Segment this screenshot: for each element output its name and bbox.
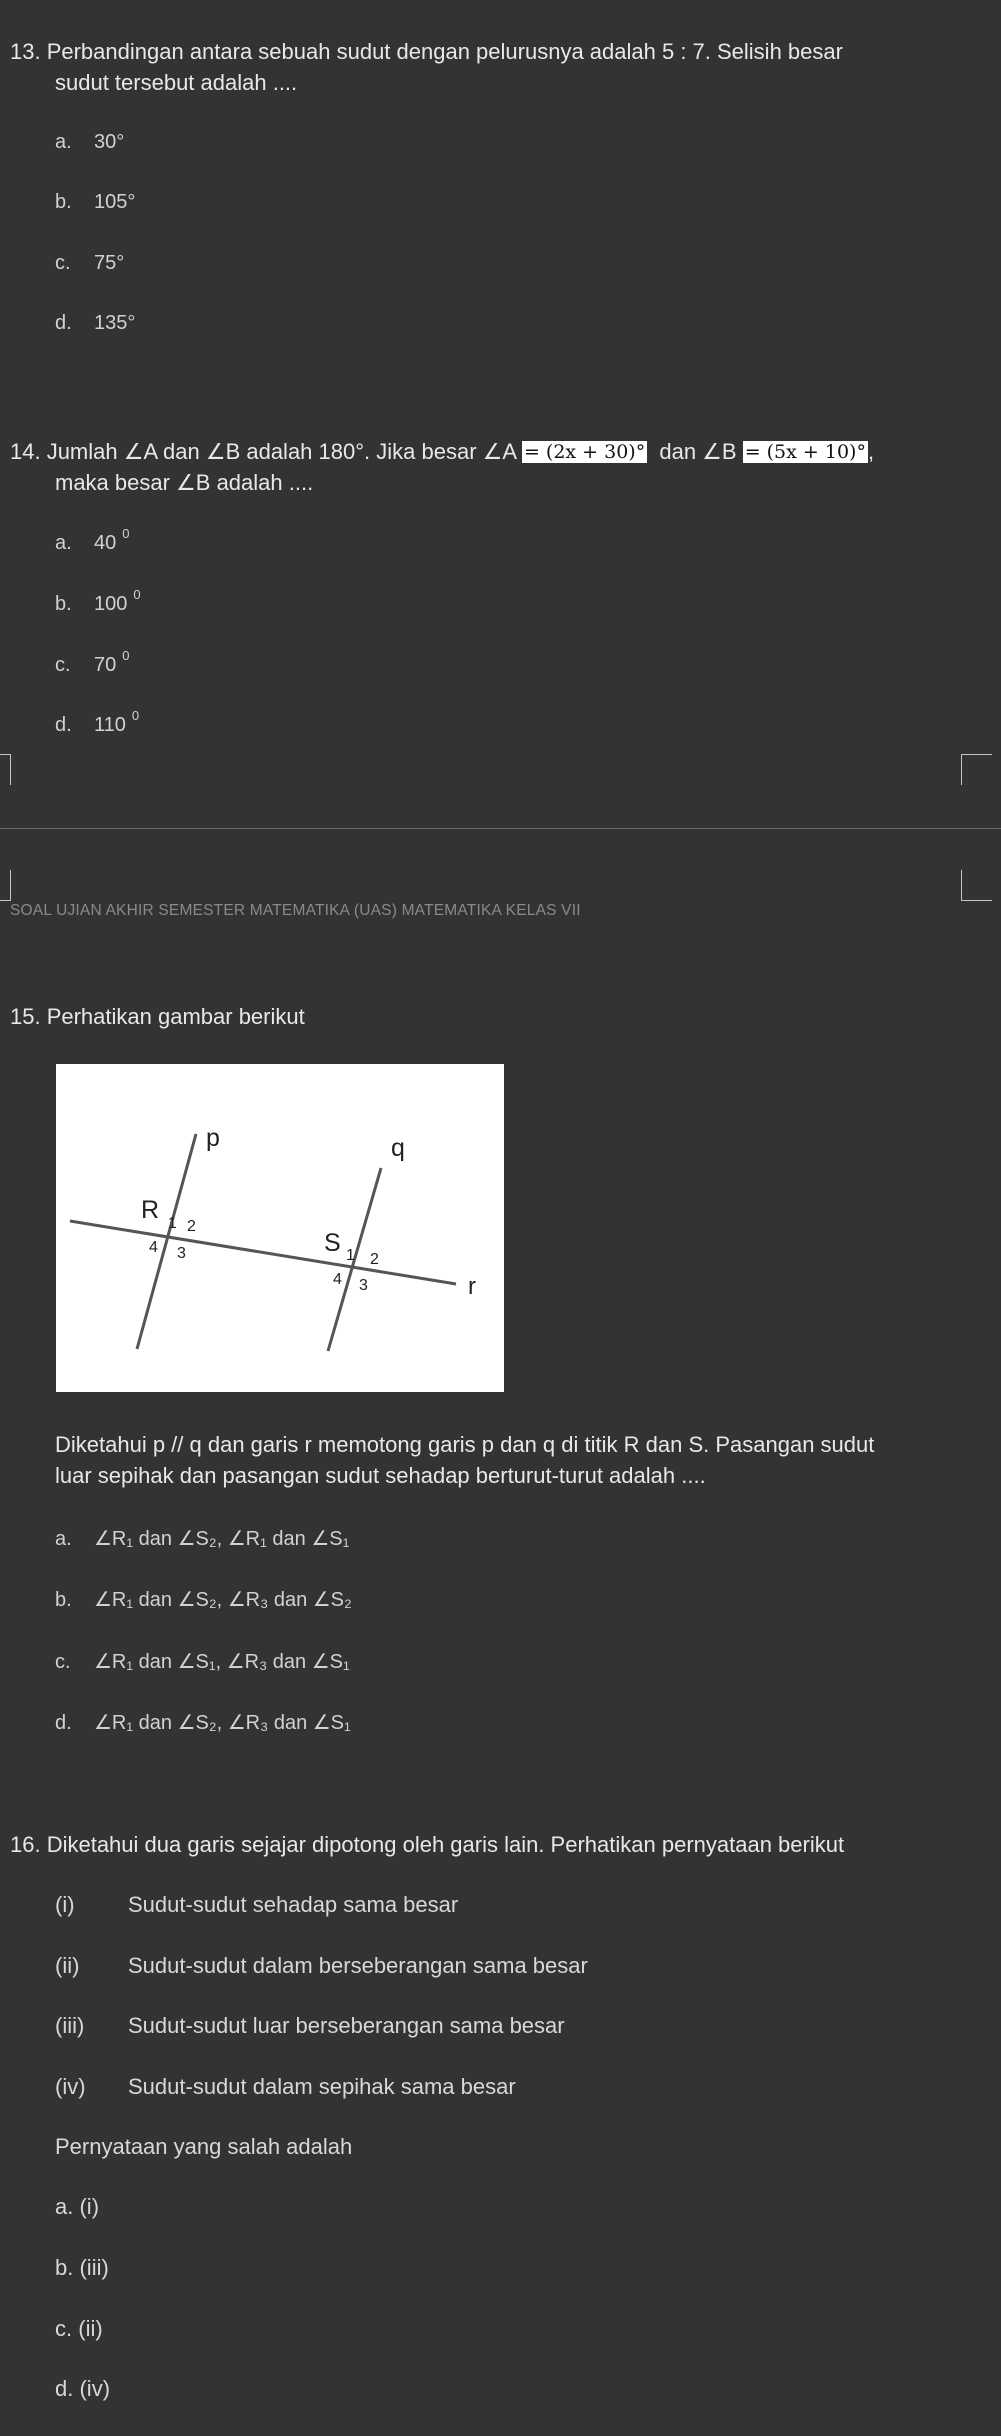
- page-corner-bottom-left: [0, 870, 11, 901]
- option-label: b.: [55, 2255, 74, 2280]
- q14-line1-tail: ,: [867, 439, 875, 464]
- q16-title: 16. Diketahui dua garis sejajar dipotong oleh garis lain. Perhatikan pernyataan berikut: [10, 1832, 845, 1857]
- page-corner-bottom-right: [961, 870, 992, 901]
- statement-number: (iv): [55, 2074, 86, 2099]
- statement-number: (ii): [55, 1953, 80, 1978]
- option-text: 40: [94, 532, 117, 554]
- q15-figure: [56, 1064, 504, 1392]
- option-text: ∠R₁ dan ∠S₂, ∠R₃ dan ∠S₁: [94, 1712, 351, 1734]
- q14-line1-mid: dan ∠B: [659, 439, 737, 464]
- option-text: (iv): [79, 2376, 111, 2401]
- option-text: ∠R₁ dan ∠S₁, ∠R₃ dan ∠S₁: [94, 1651, 350, 1673]
- option-text: (iii): [79, 2255, 109, 2280]
- option-degree-sup: 0: [122, 526, 130, 541]
- option-text: 70: [94, 654, 117, 676]
- q15-option-b[interactable]: [55, 1587, 352, 1612]
- label-S3: 3: [359, 1277, 368, 1294]
- line-r: [70, 1221, 456, 1284]
- q14-question: [10, 436, 874, 498]
- q16-prompt: Pernyataan yang salah adalah: [55, 2134, 353, 2159]
- q14-equation-b: = (5x + 10)°: [744, 441, 866, 463]
- q13-question: [10, 36, 843, 98]
- q13-option-c[interactable]: [55, 252, 124, 275]
- page-footer: SOAL UJIAN AKHIR SEMESTER MATEMATIKA (UAS) MATEMATIKA KELAS VII: [10, 902, 581, 919]
- option-text: 110: [94, 714, 126, 736]
- statement-number: (i): [55, 1892, 75, 1917]
- q16-option-c[interactable]: [55, 2313, 103, 2344]
- option-label: a.: [55, 1528, 72, 1550]
- q15-option-c[interactable]: [55, 1649, 350, 1674]
- page-corner-top-right: [961, 754, 992, 785]
- q15-line2: luar sepihak dan pasangan sudut sehadap berturut-turut adalah ....: [55, 1463, 706, 1488]
- label-R3: 3: [177, 1245, 186, 1262]
- option-text: 30°: [94, 131, 125, 153]
- label-S4: 4: [333, 1271, 342, 1288]
- statement-text: Sudut-sudut dalam berseberangan sama besar: [128, 1953, 588, 1978]
- q15-option-a[interactable]: [55, 1526, 349, 1551]
- q15-question: [55, 1429, 874, 1491]
- option-text: ∠R₁ dan ∠S₂, ∠R₁ dan ∠S₁: [94, 1528, 350, 1550]
- label-S2: 2: [370, 1251, 379, 1268]
- option-degree-sup: 0: [133, 587, 141, 602]
- statement-number: (iii): [55, 2013, 85, 2038]
- q16-option-a[interactable]: [55, 2191, 99, 2222]
- parallel-lines-diagram: [56, 1064, 504, 1392]
- option-text: (i): [79, 2194, 100, 2219]
- label-r: r: [468, 1273, 476, 1300]
- q15-line1: Diketahui p // q dan garis r memotong garis p dan q di titik R dan S. Pasangan sudut: [55, 1432, 875, 1457]
- q16-statement-1: [55, 1889, 458, 1920]
- q13-line2: sudut tersebut adalah ....: [55, 70, 298, 95]
- page-corner-top-left: [0, 754, 11, 785]
- q13-option-d[interactable]: [55, 312, 135, 335]
- q13-line1: 13. Perbandingan antara sebuah sudut dengan pelurusnya adalah 5 : 7. Selisih besar: [10, 39, 843, 64]
- q13-option-b[interactable]: [55, 191, 135, 214]
- option-label: d.: [55, 1712, 72, 1734]
- q15-option-d[interactable]: [55, 1710, 351, 1735]
- label-p: p: [206, 1124, 220, 1152]
- option-text: 135°: [94, 312, 136, 334]
- option-label: a.: [55, 532, 72, 554]
- option-label: b.: [55, 191, 72, 213]
- label-R1: 1: [168, 1215, 177, 1232]
- q14-option-b[interactable]: [55, 587, 141, 616]
- q16-statement-3: [55, 2010, 565, 2041]
- option-text: 75°: [94, 252, 125, 274]
- statement-text: Sudut-sudut luar berseberangan sama besar: [128, 2013, 565, 2038]
- option-label: c.: [55, 1651, 71, 1673]
- option-label: d.: [55, 312, 72, 334]
- q14-option-d[interactable]: [55, 708, 140, 737]
- option-label: b.: [55, 593, 72, 615]
- q14-equation-a: = (2x + 30)°: [523, 441, 646, 463]
- option-label: a.: [55, 131, 72, 153]
- option-label: c.: [55, 2316, 73, 2341]
- q13-option-a[interactable]: [55, 131, 124, 154]
- option-label: d.: [55, 2376, 74, 2401]
- page-divider: [0, 828, 1001, 829]
- q14-line2: maka besar ∠B adalah ....: [55, 470, 314, 495]
- label-S: S: [324, 1229, 341, 1257]
- q14-line1: [10, 436, 874, 467]
- label-R4: 4: [149, 1239, 158, 1256]
- label-q: q: [391, 1134, 405, 1162]
- option-degree-sup: 0: [131, 708, 140, 723]
- label-S1: 1: [346, 1247, 355, 1264]
- option-text: 100: [94, 593, 128, 615]
- statement-text: Sudut-sudut dalam sepihak sama besar: [128, 2074, 516, 2099]
- q15-title: 15. Perhatikan gambar berikut: [10, 1004, 305, 1029]
- q14-line1-text: 14. Jumlah ∠A dan ∠B adalah 180°. Jika besar ∠A: [10, 439, 516, 464]
- q16-statement-4: [55, 2071, 516, 2102]
- option-label: a.: [55, 2194, 74, 2219]
- option-label: c.: [55, 654, 71, 676]
- option-text: ∠R₁ dan ∠S₂, ∠R₃ dan ∠S₂: [94, 1589, 352, 1611]
- option-text: (ii): [78, 2316, 103, 2341]
- label-R: R: [141, 1196, 160, 1224]
- q14-option-c[interactable]: [55, 648, 130, 677]
- option-label: b.: [55, 1589, 72, 1611]
- label-R2: 2: [187, 1218, 196, 1235]
- q14-option-a[interactable]: [55, 526, 130, 555]
- option-degree-sup: 0: [122, 648, 130, 663]
- q16-option-d[interactable]: [55, 2373, 110, 2404]
- option-label: d.: [55, 714, 72, 736]
- option-text: 105°: [94, 191, 136, 213]
- option-label: c.: [55, 252, 71, 274]
- q16-option-b[interactable]: [55, 2252, 109, 2283]
- q16-statement-2: [55, 1950, 588, 1981]
- statement-text: Sudut-sudut sehadap sama besar: [128, 1892, 459, 1917]
